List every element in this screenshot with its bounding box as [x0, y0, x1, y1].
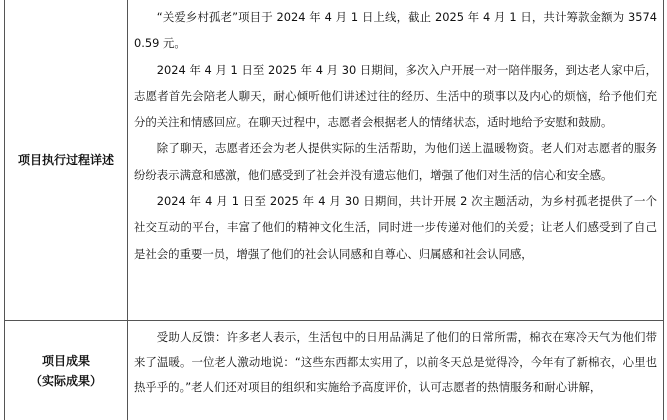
row-content-results — [128, 321, 663, 420]
table-row-results — [5, 321, 663, 420]
row-label-text: 项目执行过程详述 — [17, 153, 114, 167]
row-label-execution — [5, 0, 128, 320]
row-label-title: 项目成果 — [41, 353, 90, 368]
row-label-results — [5, 321, 128, 420]
paragraph-funding: “关爱乡村孤老”项目于 2024 年 4 月 1 日上线，截止 2025 年 4 月 1 日，共计筹款金额为 35740.59 元。 — [134, 10, 657, 51]
paragraph-living-help: 除了聊天，志愿者还会为老人提供实际的生活帮助，为他们送上温暖物资。老人们对志愿者的服务纷纷表示满意和感激，他们感受到了社会并没有遗忘他们，增强了他们对生活的信心和安全感。 — [134, 141, 657, 182]
paragraph-beneficiary-feedback: 受助人反馈：许多老人表示，生活包中的日用品满足了他们的日常所需，棉衣在寒冷天气为他们带来了温暖。一位老人激动地说：“这些东西都太实用了，以前冬天总是觉得冷，今年有了新棉衣，心里也热乎乎的。”老人们还对项目的组织和实施给予高度评价，认可志愿者的热情服务和耐心讲解， — [134, 330, 657, 394]
table-row-execution — [5, 0, 663, 321]
row-label-subtitle: （实际成果） — [29, 373, 102, 388]
paragraph-theme-activities: 2024 年 4 月 1 日至 2025 年 4 月 30 日期间，共计开展 2 次主题活动，为乡村孤老提供了一个社交互动的平台，丰富了他们的精神文化生活，同时进一步传递对他们的关爱；让老人们感受到了自己是社会的重要一员，增强了他们的社会认同感和自尊心、归属感和社会认同感， — [134, 194, 657, 261]
row-content-execution — [128, 0, 663, 320]
report-table — [4, 0, 664, 420]
paragraph-companion-service: 2024 年 4 月 1 日至 2025 年 4 月 30 日期间，多次入户开展一对一陪伴服务，到达老人家中后，志愿者首先会陪老人聊天，耐心倾听他们讲述过往的经历、生活中的琐事以及内心的烦恼，给予他们充分的关注和情感回应。在聊天过程中，志愿者会根据老人的情绪状态，适时地给予安慰和鼓励。 — [134, 62, 657, 130]
